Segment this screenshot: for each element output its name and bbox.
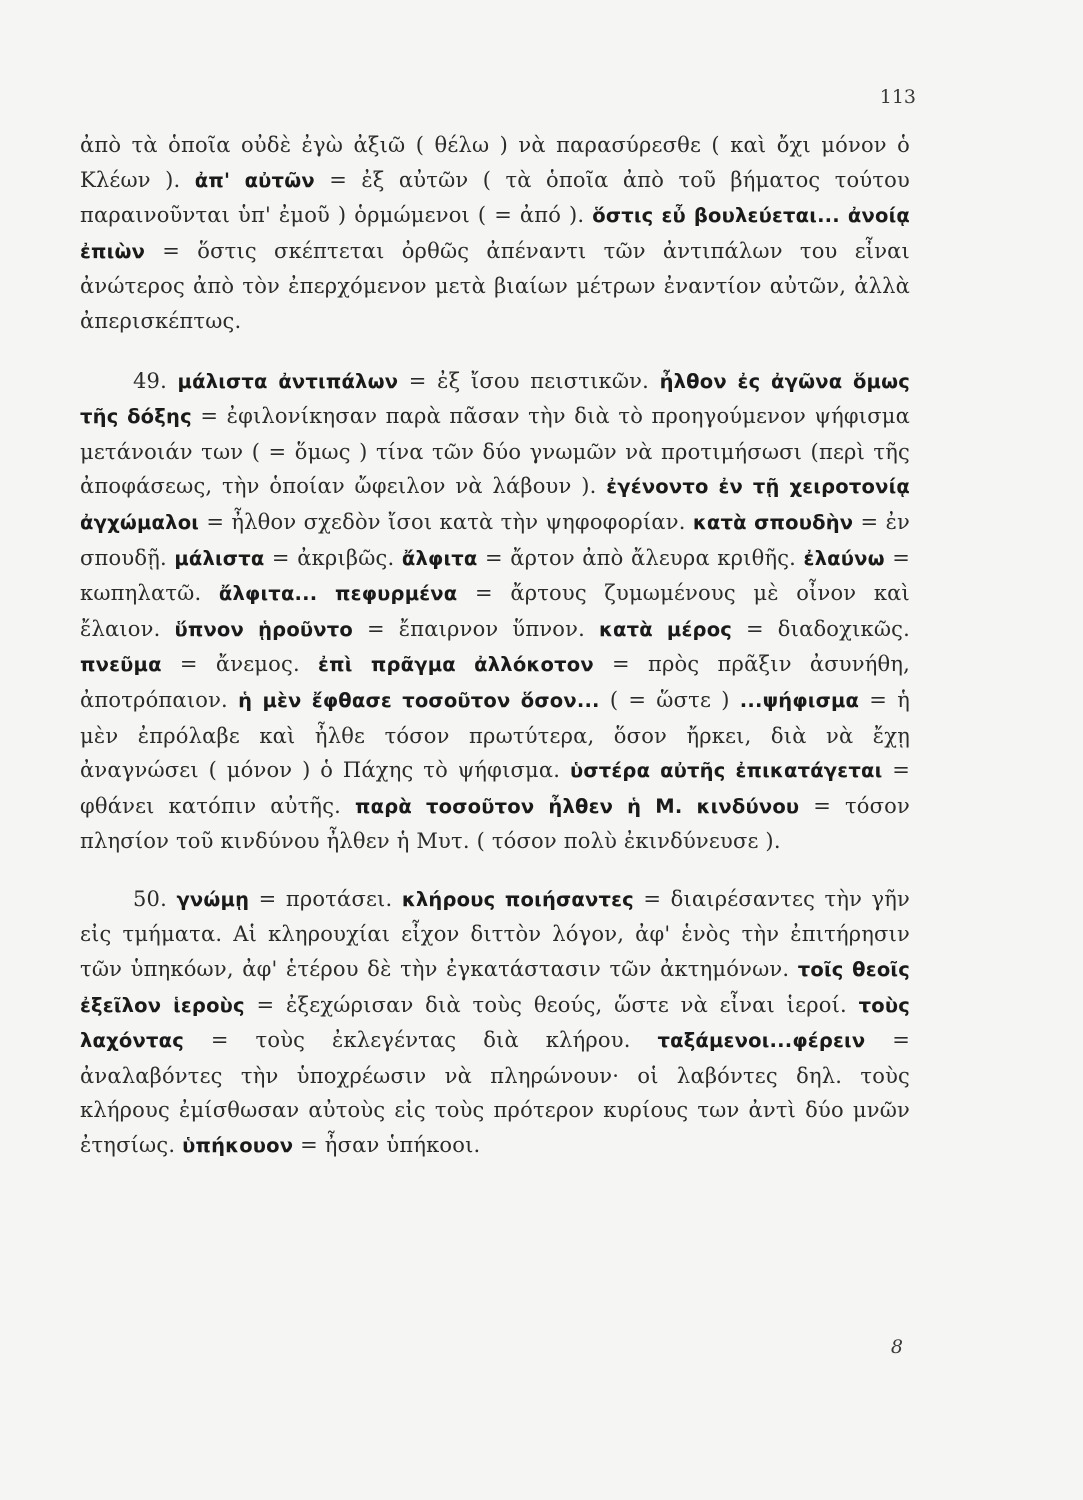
lemma: κλήρους ποιήσαντες [401,887,634,911]
gloss-text: = ἐξ αὐτῶν ( τὰ ὁποῖα ἀπὸ τοῦ βήματος τούτου παραινοῦνται ὑπ' ἐμοῦ ) ὁρμώμενοι ( = ἀπό ). [80,167,910,228]
lemma: μάλιστα ἀντιπάλων [177,369,399,393]
gloss-text: = τοὺς ἐκλεγέντας διὰ κλήρου. [184,1028,658,1053]
lemma: ἄλφιτα... πεφυρμένα [218,582,458,606]
gloss-text: = ἀναλαβόντες τὴν ὑποχρέωσιν νὰ πληρώνουν· οἱ λαβόντες δηλ. τοὺς κλήρους ἐμίσθωσαν αὐτοὺς εἰς τοὺς πρότερον κυρίους των ἀντὶ δύο μνῶν ἐτησίως. [80,1028,910,1158]
gloss-text: = ἄνεμος. [161,652,319,677]
gloss-text: = διαιρέσαντες τὴν γῆν εἰς τμήματα. Αἱ κληρουχίαι εἶχον διττὸν λόγον, ἀφ' ἑνὸς τὴν ἐπιτήρησιν τῶν ὑπηκόων, ἀφ' ἑτέρου δὲ τὴν ἐγκατάστασιν τῶν ἀκτημόνων. [80,886,911,982]
signature-mark: 8 [890,1336,903,1358]
lemma: ὕπνον ᾑροῦντο [174,617,354,641]
lemma: ἐπὶ πρᾶγμα ἀλλόκοτον [318,653,594,677]
lemma: ὅστις εὖ βουλεύεται... ἀνοίᾳ ἐπιὼν [80,204,910,263]
gloss-text: 49. [133,368,178,393]
gloss-text: = ἄρτον ἀπὸ ἄλευρα κριθῆς. [477,545,804,570]
gloss-text: = τόσον πλησίον τοῦ κινδύνου ἦλθεν ἡ Μυτ. ( τόσον πολὺ ἐκινδύνευσε ). [80,793,910,854]
lemma: τοῖς θεοῖς ἐξεῖλον ἱεροὺς [80,958,910,1017]
gloss-text: = ὅστις σκέπτεται ὀρθῶς ἀπέναντι τῶν ἀντιπάλων του εἶναι ἀνώτερος ἀπὸ τὸν ἐπερχόμενον μετὰ βιαίων μέτρων ἐναντίον αὐτῶν, ἀλλὰ ἀπερισκέπτως. [80,238,910,333]
lemma: ἐγένοντο ἐν τῇ χειροτονίᾳ ἀγχώμαλοι [80,475,910,534]
gloss-text: = ἐν σπουδῇ. [80,509,911,570]
gloss-text: ἀπὸ τὰ ὁποῖα οὐδὲ ἐγὼ ἀξιῶ ( θέλω ) νὰ παρασύρεσθε ( καὶ ὄχι μόνον ὁ Κλέων ). [80,133,910,192]
lemma: ὑστέρα αὐτῆς ἐπικατάγεται [569,759,883,783]
gloss-text: = ἦσαν ὑπήκοοι. [293,1133,481,1158]
gloss-text: = πρὸς πρᾶξιν ἀσυνήθη, ἀποτρόπαιον. [80,652,910,712]
lemma: ἐλαύνω [803,546,885,570]
lemma: κατὰ μέρος [598,617,733,641]
lemma: ταξάμενοι...φέρειν [657,1029,866,1053]
lemma: ὑπήκουον [182,1134,294,1158]
lemma: πνεῦμα [80,653,162,677]
gloss-text: = προτάσει. [249,886,402,911]
gloss-text: = ἄρτους ζυμωμένους μὲ οἶνον καὶ ἔλαιον. [80,581,910,641]
gloss-text: = ἐξ ἴσου πειστικῶν. [398,368,660,393]
lemma: τοὺς λαχόντας [80,993,910,1053]
paragraph-50 [80,882,910,1164]
gloss-text: = ἐφιλονίκησαν παρὰ πᾶσαν τὴν διὰ τὸ προηγούμενον ψήφισμα μετάνοιάν των ( = ὅμως ) τίνα τῶν δύο γνωμῶν νὰ προτιμήσωσι (περὶ τῆς ἀποφάσεως, τὴν ὁποίαν ὤφειλον νὰ λάβουν ). [80,404,910,499]
commentary-text [80,128,910,1164]
gloss-text: = κωπηλατῶ. [80,545,911,606]
gloss-text: = ἦλθον σχεδὸν ἴσοι κατὰ τὴν ψηφοφορίαν. [199,509,693,534]
lemma: ἀπ' αὐτῶν [194,168,315,192]
lemma: ἄλφιτα [401,546,478,570]
gloss-text: = ἡ μὲν ἐπρόλαβε καὶ ἦλθε τόσον πρωτύτερα, ὅσον ἤρκει, διὰ νὰ ἔχῃ ἀναγνώσει ( μόνον ) ὁ Πάχης τὸ ψήφισμα. [80,687,911,783]
gloss-text: = ἀκριβῶς. [264,545,402,570]
lemma: κατὰ σπουδὴν [692,510,854,534]
gloss-text: 50. [133,886,177,911]
page-number: 113 [879,86,916,108]
lemma: παρὰ τοσοῦτον ἦλθεν ἡ Μ. κινδύνου [354,794,800,818]
gloss-text: ( = ὥστε ) [599,687,740,712]
lemma: ἡ μὲν ἔφθασε τοσοῦτον ὅσον... [238,688,600,712]
gloss-text: = ἐξεχώρισαν διὰ τοὺς θεούς, ὥστε νὰ εἶναι ἱεροί. [244,992,859,1017]
gloss-text: = διαδοχικῶς. [732,616,910,641]
lemma: γνώμῃ [176,887,250,911]
gloss-text: = ἔπαιρνον ὕπνον. [353,616,599,641]
lemma: ...ψήφισμα [739,688,860,712]
lemma: μάλιστα [174,546,265,570]
lemma: ἦλθον ἐς ἀγῶνα ὅμως τῆς δόξης [80,369,911,429]
paragraph-49 [80,364,910,859]
paragraph-continuation [80,128,910,339]
gloss-text: = φθάνει κατόπιν αὐτῆς. [80,758,910,818]
